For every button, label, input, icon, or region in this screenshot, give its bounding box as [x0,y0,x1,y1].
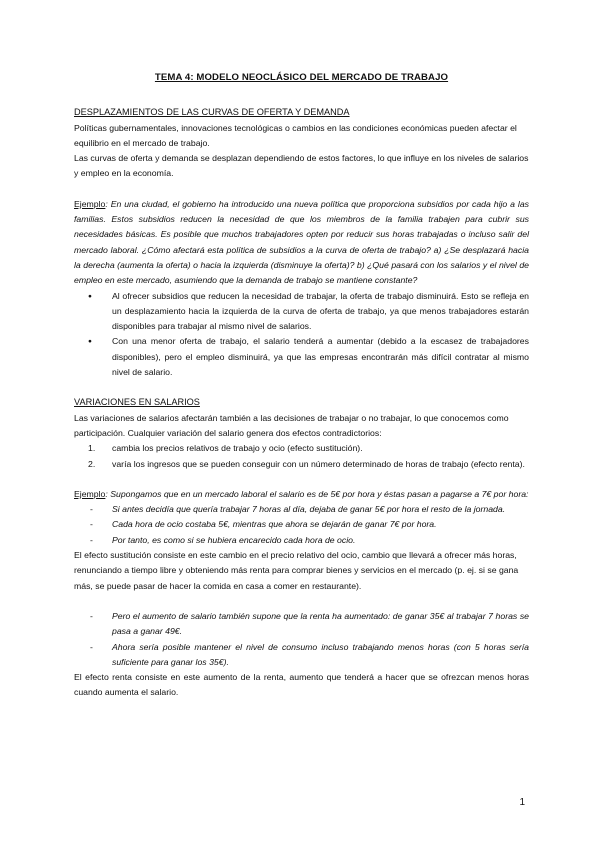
paragraph: Las variaciones de salarios afectarán también a las decisiones de trabajar o no trabajar, lo que conocemos como participación. Cualquier variación del salario genera dos efectos contradictorios: [74,412,509,438]
list-item: - Ahora sería posible mantener el nivel de consumo incluso trabajando menos horas (con 5 horas sería suficiente para ganar los 35€). [112,640,529,671]
example-label: Ejemplo [74,488,106,499]
paragraph: Políticas gubernamentales, innovaciones tecnológicas o cambios en las condiciones económicas pueden afectar el equilibrio en el mercado de trabajo. [74,122,517,148]
list-item: - Por tanto, es como si se hubiera encarecido cada hora de ocio. [112,533,529,548]
list-item: ● Al ofrecer subsidios que reducen la necesidad de trabajar, la oferta de trabajo disminuirá. Esto se refleja en un desplazamiento hacia la izquierda de la curva de oferta de trabajo, ya que menos trabajadores estarán disponibles para trabajar al mismo nivel de salarios. [112,289,529,335]
section-heading-variaciones: VARIACIONES EN SALARIOS [74,397,200,408]
list-item: - Si antes decidía que quería trabajar 7 horas al día, dejaba de ganar 5€ por hora el resto de la jornada. [112,502,529,517]
list-item: 1. cambia los precios relativos de trabajo y ocio (efecto sustitución). [88,443,363,454]
example-text: : En una ciudad, el gobierno ha introducido una nueva política que proporciona subsidios por cada hijo a las familias. Estos subsidios reducen la necesidad de que los miembros de la familia trabajen para cubrir sus necesidades básicas. Es posible que muchos trabajadores opten por reducir sus horas trabajadas o incluso salir del mercado laboral. ¿Cómo afectará esta política de subsidios a la curva de oferta de trabajo? a) ¿Se desplazará hacia la derecha (aumenta la oferta) o hacia la izquierda (disminuye la oferta)? b) ¿Qué pasará con los salarios y el nivel de empleo en este mercado, asumiendo que la demanda de trabajo se mantiene constante? [74,198,529,286]
example-text: : Supongamos que en un mercado laboral el salario es de 5€ por hora y éstas pasan a pagarse a 7€ por hora: [105,488,529,499]
section-heading-desplazamientos: DESPLAZAMIENTOS DE LAS CURVAS DE OFERTA Y DEMANDA [74,107,350,118]
list-item: 2. varía los ingresos que se pueden conseguir con un número determinado de horas de trabajo (efecto renta). [88,458,525,469]
paragraph: El efecto sustitución consiste en este cambio en el precio relativo del ocio, cambio que llevará a ofrecer más horas, renunciando a tiempo libre y obteniendo más renta para comprar bienes y servicios en el mercado (p. ej. si se gana más, se puede pasar de hacer la comida en casa a comer en restaurante). [74,550,519,591]
list-item: ● Con una menor oferta de trabajo, el salario tenderá a aumentar (debido a la escasez de trabajadores disponibles), pero el empleo disminuirá, ya que las empresas encontrarán más difícil contratar al mismo nivel de salario. [112,334,529,380]
page-title: TEMA 4: MODELO NEOCLÁSICO DEL MERCADO DE TRABAJO [154,72,449,83]
document-page [74,70,529,701]
dash-list [74,609,529,670]
list-item: - Cada hora de ocio costaba 5€, mientras que ahora se dejarán de ganar 7€ por hora. [112,517,529,532]
example-label: Ejemplo [74,198,106,209]
example-paragraph [74,487,529,502]
paragraph: Las curvas de oferta y demanda se desplazan dependiendo de estos factores, lo que influye en los niveles de salarios y empleo en la economía. [74,153,529,179]
dash-list [74,502,529,548]
page-number: 1 [519,797,525,808]
list-item: - Pero el aumento de salario también supone que la renta ha aumentado: de ganar 35€ al trabajar 7 horas se pasa a ganar 49€. [112,609,529,640]
paragraph: El efecto renta consiste en este aumento de la renta, aumento que tenderá a hacer que se ofrezcan menos horas cuando aumenta el salario. [74,672,529,698]
example-paragraph [74,197,529,289]
bullet-list [74,289,529,381]
numbered-list [74,441,529,472]
